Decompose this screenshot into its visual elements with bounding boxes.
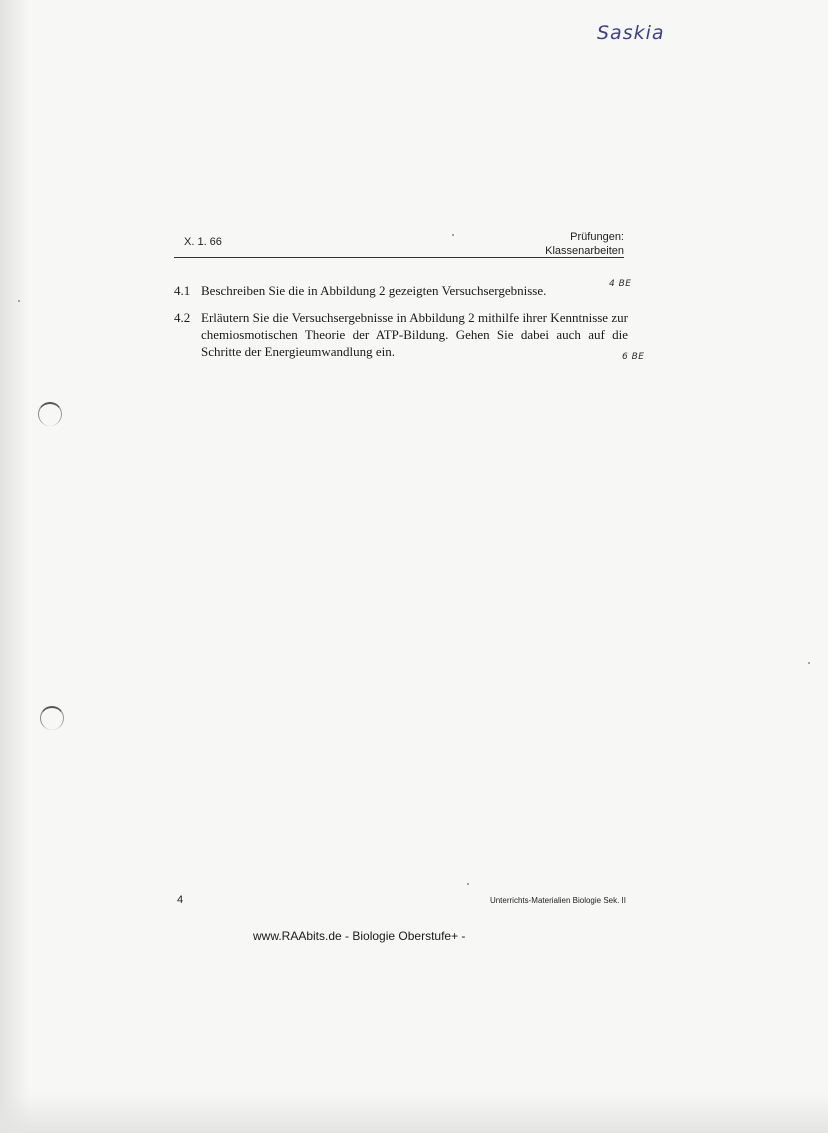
handwritten-name: Saskia [597, 22, 665, 44]
task-number: 4.2 [174, 310, 191, 325]
task-text: Beschreiben Sie die in Abbildung 2 gezeigten Versuchsergebnisse. [201, 283, 547, 298]
speck [18, 300, 20, 302]
page-number: 4 [177, 894, 184, 906]
handwritten-points: 4 BE [609, 279, 632, 289]
header-category-line2: Klassenarbeiten [545, 245, 624, 257]
speck [467, 883, 469, 885]
speck [808, 662, 810, 664]
header-code: X. 1. 66 [184, 236, 222, 248]
header-divider [174, 257, 624, 258]
task-number: 4.1 [174, 283, 191, 298]
handwritten-points: 6 BE [622, 352, 645, 362]
header-category-line1: Prüfungen: [570, 231, 624, 243]
task-4-1 [174, 282, 628, 299]
speck [452, 234, 454, 236]
website-line: www.RAAbits.de - Biologie Oberstufe+ - [253, 929, 466, 943]
header-category [545, 230, 624, 258]
punch-hole-bottom [40, 706, 64, 730]
footer-source: Unterrichts-Materialien Biologie Sek. II [489, 896, 626, 905]
punch-hole-top [38, 402, 62, 426]
page-shadow-left [0, 0, 30, 1133]
task-text: Erläutern Sie die Versuchsergebnisse in Abbildung 2 mithilfe ihrer Kenntnisse zur chemiosmotischen Theorie der ATP-Bildung. Gehen Sie dabei auch auf die Schritte der Energieumwandlung ein. [201, 310, 628, 359]
page-shadow-bottom [0, 1093, 828, 1133]
task-4-2 [174, 309, 628, 360]
